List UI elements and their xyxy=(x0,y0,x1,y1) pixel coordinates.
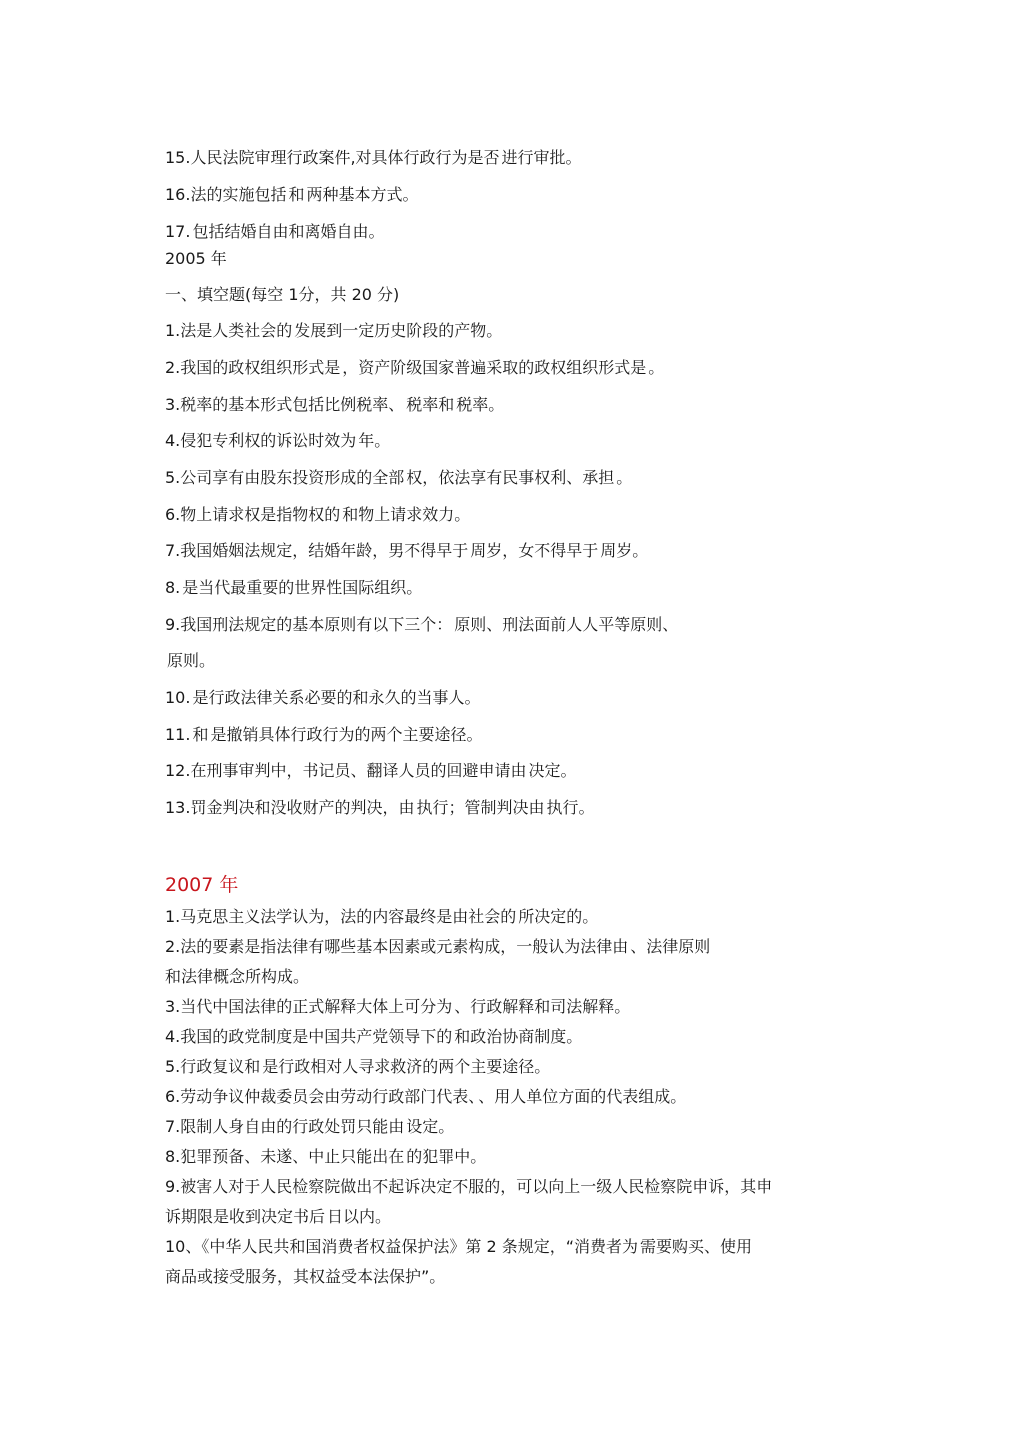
question-2007-2: 2.法的要素是指法律有哪些基本因素或元素构成，一般认为法律由 、法律原则 xyxy=(165,937,711,956)
question-15: 15.人民法院审理行政案件,对具体行政行为是否 进行审批。 xyxy=(165,148,582,167)
question-16: 16.法的实施包括 和 两种基本方式。 xyxy=(165,185,419,204)
question-2007-10: 10、《中华人民共和国消费者权益保护法》第 2 条规定，“消费者为 需要购买、使用 xyxy=(165,1237,753,1256)
question-2005-11: 11. 和 是撤销具体行政行为的两个主要途径。 xyxy=(165,725,483,744)
question-2005-7: 7.我国婚姻法规定，结婚年龄，男不得早于 周岁，女不得早于 周岁。 xyxy=(165,541,649,560)
question-2005-9-cont: 原则。 xyxy=(167,651,216,670)
question-2007-6: 6.劳动争议仲裁委员会由劳动行政部门代表、 、用人单位方面的代表组成。 xyxy=(165,1087,687,1106)
question-2007-1: 1.马克思主义法学认为，法的内容最终是由社会的 所决定的。 xyxy=(165,907,599,926)
question-2007-2-cont: 和法律概念所构成。 xyxy=(165,967,310,986)
question-2007-7: 7.限制人身自由的行政处罚只能由 设定。 xyxy=(165,1117,455,1136)
question-2005-9: 9.我国刑法规定的基本原则有以下三个： 原则、刑法面前人人平等原则、 xyxy=(165,615,679,634)
question-2005-8: 8. 是当代最重要的世界性国际组织。 xyxy=(165,578,423,597)
year-2005-heading: 2005 年 xyxy=(165,249,227,268)
question-2007-5: 5.行政复议和 是行政相对人寻求救济的两个主要途径。 xyxy=(165,1057,551,1076)
question-2005-13: 13.罚金判决和没收财产的判决，由 执行；管制判决由 执行。 xyxy=(165,798,595,817)
question-17: 17. 包括结婚自由和离婚自由。 xyxy=(165,222,385,241)
question-2005-12: 12.在刑事审判中，书记员、翻译人员的回避申请由 决定。 xyxy=(165,761,577,780)
question-2007-4: 4.我国的政党制度是中国共产党领导下的 和政治协商制度。 xyxy=(165,1027,583,1046)
question-2005-10: 10. 是行政法律关系必要的和永久的当事人。 xyxy=(165,688,481,707)
question-2005-1: 1.法是人类社会的 发展到一定历史阶段的产物。 xyxy=(165,321,503,340)
question-2007-3: 3.当代中国法律的正式解释大体上可分为 、行政解释和司法解释。 xyxy=(165,997,631,1016)
question-2007-9: 9.被害人对于人民检察院做出不起诉决定不服的，可以向上一级人民检察院申诉，其申 xyxy=(165,1177,773,1196)
section-title: 一、填空题(每空 1分，共 20 分) xyxy=(165,285,400,304)
question-2005-3: 3.税率的基本形式包括比例税率、 税率和 税率。 xyxy=(165,395,505,414)
question-2005-5: 5.公司享有由股东投资形成的全部 权，依法享有民事权利、承担 。 xyxy=(165,468,633,487)
question-2005-6: 6.物上请求权是指物权的 和物上请求效力。 xyxy=(165,505,471,524)
question-2005-2: 2.我国的政权组织形式是 ，资产阶级国家普遍采取的政权组织形式是 。 xyxy=(165,358,665,377)
year-2007-heading: 2007 年 xyxy=(165,874,239,896)
question-2007-10-cont: 商品或接受服务，其权益受本法保护”。 xyxy=(165,1267,446,1286)
question-2007-9-cont: 诉期限是收到决定书后 日以内。 xyxy=(165,1207,392,1226)
question-2007-8: 8.犯罪预备、未遂、中止只能出在 的犯罪中。 xyxy=(165,1147,487,1166)
question-2005-4: 4.侵犯专利权的诉讼时效为 年。 xyxy=(165,431,391,450)
